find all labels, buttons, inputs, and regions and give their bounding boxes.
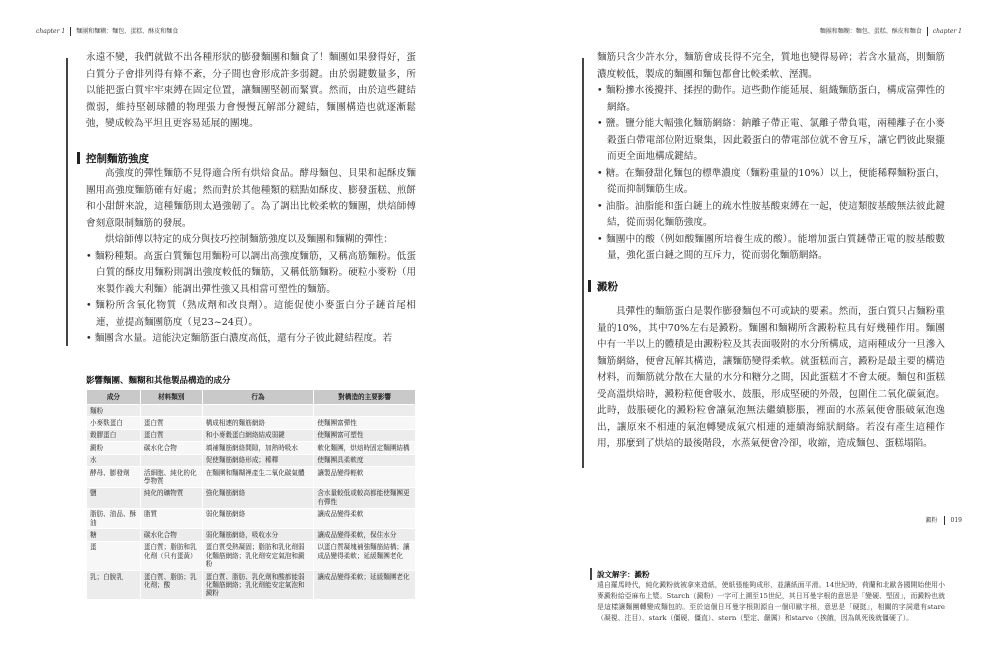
column-header: 材料類別 <box>140 390 202 405</box>
etymology-title: 說文解字：澱粉 <box>597 570 650 579</box>
table-cell: 填補麵筋網絡間隙，加熱時吸水 <box>202 442 314 454</box>
table-row <box>87 467 416 488</box>
section-heading-gluten: 控制麵筋強度 <box>86 153 149 165</box>
footer-divider <box>944 516 945 525</box>
table-cell: 使麵團富可塑性 <box>314 429 416 441</box>
paragraph: 烘焙師傅以特定的成分與技巧控制麵筋強度以及麵團和麵糊的彈性： <box>105 234 393 245</box>
table-cell: 碳水化合物 <box>140 442 202 454</box>
table-cell: 強化麵筋網絡 <box>202 487 314 508</box>
header-left <box>36 26 178 36</box>
table-cell: 蛋白質、脂肪；乳化劑；酸 <box>140 571 202 600</box>
table-cell: 讓成品變得柔軟 <box>314 508 416 529</box>
table-cell: 蛋白質 <box>140 429 202 441</box>
bullet-item: • 麵粉摻水後攪拌、揉捏的動作。這些動作能延展、組織麵筋蛋白，構成富彈性的網絡。 <box>597 85 945 113</box>
table-cell: 酵母、膨發劑 <box>87 467 141 488</box>
bullet-item: • 麵粉所含氧化物質（熟成劑和改良劑）。這能促使小麥蛋白分子鏈首尾相連，並提高麵團筋度（見23~24頁）。 <box>86 300 416 328</box>
bullet-item: • 油脂。油脂能和蛋白鏈上的疏水性胺基酸束縛在一起，使這類胺基酸無法彼此鍵結，從而弱化麵筋強度。 <box>597 200 945 228</box>
running-title: 麵團和麵糊：麵包、蛋糕、酥皮和麵食 <box>76 28 179 35</box>
table-row <box>87 541 416 570</box>
table-cell: 蛋白質 <box>140 417 202 429</box>
table-row <box>87 442 416 454</box>
header-divider <box>70 27 71 36</box>
table-cell: 糖 <box>87 529 141 541</box>
table-cell: 蛋 <box>87 541 141 570</box>
table-cell <box>202 405 314 417</box>
table-cell: 蛋白質受熱凝固；脂肪和乳化劑弱化麵筋網絡；乳化劑安定氣泡和澱粉 <box>202 541 314 570</box>
table-cell: 脂肪、油品、酥油 <box>87 508 141 529</box>
left-section-body <box>86 166 416 348</box>
table-cell: 碳水化合物 <box>140 529 202 541</box>
starch-body <box>597 304 945 453</box>
section-heading-starch: 澱粉 <box>597 281 618 293</box>
table-row <box>87 487 416 508</box>
table-cell: 讓製品變得輕軟 <box>314 467 416 488</box>
table-cell: 讓成品變得柔軟；延緩麵團老化 <box>314 571 416 600</box>
table-cell: 和小麥穀蛋白網絡結成弱鍵 <box>202 429 314 441</box>
table-cell: 弱化麵筋網絡，吸收水分 <box>202 529 314 541</box>
table-cell: 乳；白脫乳 <box>87 571 141 600</box>
sidebar-rule <box>590 568 592 580</box>
table-cell <box>140 454 202 466</box>
table-title: 影響麵團、麵糊和其他製品構造的成分 <box>86 376 231 386</box>
table-cell: 麵粉 <box>87 405 141 417</box>
table-cell: 蛋白質；脂肪和乳化劑（只有蛋黃） <box>140 541 202 570</box>
table-cell: 弱化麵筋網絡 <box>202 508 314 529</box>
column-header: 行為 <box>202 390 314 405</box>
table-cell: 軟化麵團，烘焙時固定麵團結構 <box>314 442 416 454</box>
table-row <box>87 405 416 417</box>
table-cell: 構成相連的麵筋網絡 <box>202 417 314 429</box>
table-cell: 水 <box>87 454 141 466</box>
paragraph: 高強度的彈性麵筋不見得適合所有烘焙食品。酵母麵包、貝果和起酥皮麵團用高強度麵筋確有好處；然而對於其他種類的糕點如酥皮、膨發蛋糕、煎餅和小甜餅來說，這種麵筋則太過強韌了。為了調出比較柔軟的麵團，烘焙師傅會刻意限制麵筋的發展。 <box>86 168 416 229</box>
table-header-row <box>87 390 416 405</box>
page-number: 019 <box>950 517 962 524</box>
table-cell: 穀膠蛋白 <box>87 429 141 441</box>
header-right <box>820 26 962 36</box>
table-cell <box>314 405 416 417</box>
header-divider <box>927 27 928 36</box>
table-cell: 使麵團富彈性 <box>314 417 416 429</box>
table-cell: 純化的礦物質 <box>140 487 202 508</box>
table-cell: 小麥麩蛋白 <box>87 417 141 429</box>
table-row <box>87 529 416 541</box>
right-top-block <box>597 50 945 265</box>
table-row <box>87 417 416 429</box>
table-cell: 使麵團具柔軟度 <box>314 454 416 466</box>
table-cell: 促使麵筋網絡形成；稀釋 <box>202 454 314 466</box>
bullet-item: • 鹽。鹽分能大幅強化麵筋網絡：鈉離子帶正電、氯離子帶負電，兩種離子在小麥穀蛋白帶電部位附近聚集，因此穀蛋白的帶電部位就不會互斥，讓它們彼此聚攏而更全面地構成鍵結。 <box>597 118 945 162</box>
page-footer <box>926 515 962 525</box>
bullet-item: • 麵團中的酸（例如酸麵團所培養生成的酸）。能增加蛋白質鏈帶正電的胺基酸數量，強化蛋白鏈之間的互斥力，從而弱化麵筋網絡。 <box>597 233 945 261</box>
footer-label: 澱粉 <box>925 517 938 524</box>
paragraph: 麵筋只含少許水分，麵筋會成長得不完全，質地也變得易碎；若含水量高，則麵筋濃度較低，製成的麵團和麵包都會比較柔軟、溼潤。 <box>597 52 945 80</box>
bullet-item: • 麵粉種類。高蛋白質麵包用麵粉可以調出高強度麵筋，又稱高筋麵粉。低蛋白質的酥皮用麵粉則調出強度較低的麵筋，又稱低筋麵粉。硬粒小麥粉（用來製作義大利麵）能調出彈性強又具相當可塑性的麵筋。 <box>86 250 416 295</box>
margin-rule <box>66 58 68 346</box>
table-cell: 活細胞、純化的化學物質 <box>140 467 202 488</box>
table-cell: 以蛋白質凝塊補強麵筋結構；讓成品變得柔軟；延緩麵團老化 <box>314 541 416 570</box>
bullet-item: • 麵團含水量。這能決定麵筋蛋白濃度高低，還有分子彼此鍵結程度。若 <box>86 333 393 344</box>
table-cell: 蛋白質、脂肪、乳化劑和酸都能弱化麵筋網絡；乳化劑能安定氣泡和澱粉 <box>202 571 314 600</box>
table-cell: 在麵團和麵糊裡產生二氧化碳氣體 <box>202 467 314 488</box>
table-cell <box>140 405 202 417</box>
table-cell: 讓成品變得柔軟，保住水分 <box>314 529 416 541</box>
etymology-text: 遠自羅馬時代，純化澱粉就被拿來造紙，使紙張能夠成形，並讓紙面平滑。14世紀時，荷蘭和北歐各國開始使用小麥澱粉給亞麻布上漿。Starch（澱粉）一字可上溯至15世紀，其日耳曼字根的意思是「變硬、堅固」，而澱粉也就是這樣讓麵團轉變成麵包的。至於這個日耳曼字根則源自一個印歐字根，意思是「硬挺」，相關的字詞還有stare（凝視、注目）、stark（僵硬、僵直）、stern（堅定、嚴厲）和starve（挨餓，因為飢死後就僵硬了）。 <box>597 581 945 622</box>
ingredients-table <box>86 389 416 600</box>
left-intro-block <box>86 50 416 133</box>
table-row <box>87 571 416 600</box>
table-cell: 脂質 <box>140 508 202 529</box>
chapter-label: chapter 1 <box>36 28 66 35</box>
etymology-box <box>597 580 945 624</box>
margin-rule <box>582 58 584 468</box>
chapter-label: chapter 1 <box>932 28 962 35</box>
running-title: 麵團和麵糊：麵包、蛋糕、酥皮和麵食 <box>819 28 922 35</box>
paragraph: 具彈性的麵筋蛋白是製作膨發麵包不可或缺的要素。然而，蛋白質只占麵粉重量的10%，其中70%左右是澱粉。麵團和麵糊所含澱粉粒具有好幾種作用。麵團中有一半以上的體積是由澱粉粒及其表面吸附的水分所構成，這兩種成分一旦滲入麵筋網絡，便會瓦解其構造，讓麵筋變得柔軟。就蛋糕而言，澱粉是最主要的構造材料，而麵筋就分散在大量的水分和糖分之間，因此蛋糕才不會太硬。麵包和蛋糕受高溫烘焙時，澱粉粒便會吸水、鼓脹，形成堅硬的外殼，包圍住二氧化碳氣泡。此時，鼓脹硬化的澱粉粒會讓氣泡無法繼續膨脹，裡面的水蒸氣便會脹破氣泡逸出，讓原來不相連的氣泡轉變成氣穴相連的連續海綿狀網絡。若沒有產生這種作用，那麼到了烘焙的最後階段，水蒸氣便會冷卻，收縮，造成麵包、蛋糕塌陷。 <box>597 306 945 449</box>
column-header: 成分 <box>87 390 141 405</box>
intro-paragraph: 永遠不變，我們就做不出各種形狀的膨發麵團和麵食了！麵團如果發得好，蛋白質分子會排列得有條不紊，分子間也會形成許多弱鍵。由於弱鍵數量多，所以能把蛋白質牢牢束縛在固定位置，讓麵團堅韌而緊實。然而，由於這些鍵結微弱，維持堅韌球體的物理張力會慢慢瓦解部分鍵結，麵團構造也就逐漸鬆弛，變成較為平坦且更容易延展的團塊。 <box>86 52 416 129</box>
table-cell: 含水量較低或較高都能使麵團更有彈性 <box>314 487 416 508</box>
table-cell: 澱粉 <box>87 442 141 454</box>
table-row <box>87 508 416 529</box>
bullet-item: • 糖。在麵發甜化麵包的標準濃度（麵粉重量的10%）以上，便能稀釋麵粉蛋白，從而抑制麵筋生成。 <box>597 167 945 195</box>
table-cell: 鹽 <box>87 487 141 508</box>
column-header: 對構造的主要影響 <box>314 390 416 405</box>
table-row <box>87 454 416 466</box>
table-row <box>87 429 416 441</box>
